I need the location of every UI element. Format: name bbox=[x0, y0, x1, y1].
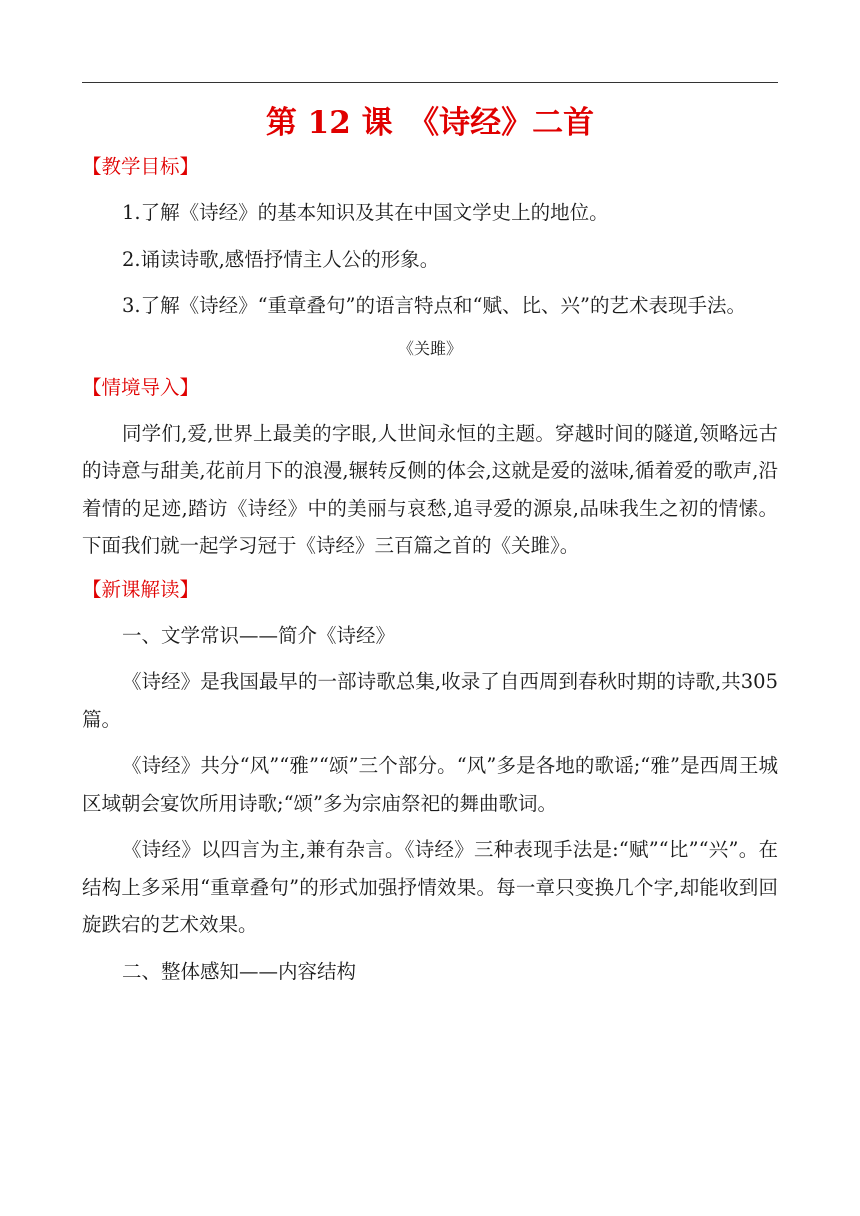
lesson-paragraph: 《诗经》是我国最早的一部诗歌总集,收录了自西周到春秋时期的诗歌,共305 篇。 bbox=[82, 670, 778, 731]
introduction-paragraph: 同学们,爱,世界上最美的字眼,人世间永恒的主题。穿越时间的隧道,领略远古的诗意与甜美,花前月下的浪漫,辗转反侧的体会,这就是爱的滋味,循着爱的歌声,沿着情的足迹,踏访《诗经》中的美丽与哀愁,追寻爱的源泉,品味我生之初的情愫。下面我们就一起学习冠于《诗经》三百篇之首的《关雎》。 bbox=[82, 421, 778, 557]
section-heading-objectives: 【教学目标】 bbox=[82, 155, 200, 178]
objective-item: 1.了解《诗经》的基本知识及其在中国文学史上的地位。 bbox=[121, 201, 609, 224]
document-body bbox=[82, 96, 778, 999]
objective-item: 3.了解《诗经》“重章叠句”的语言特点和“赋、比、兴”的艺术表现手法。 bbox=[121, 294, 746, 317]
lesson-paragraph: 《诗经》以四言为主,兼有杂言。《诗经》三种表现手法是:“赋”“比”“兴”。在结构上多采用“重章叠句”的形式加强抒情效果。每一章只变换几个字,却能收到回旋跌宕的艺术效果。 bbox=[82, 838, 778, 936]
section-heading-new-lesson: 【新课解读】 bbox=[82, 577, 200, 601]
lesson-paragraph: 《诗经》共分“风”“雅”“颂”三个部分。“风”多是各地的歌谣;“雅”是西周王城区域朝会宴饮所用诗歌;“颂”多为宗庙祭祀的舞曲歌词。 bbox=[82, 754, 778, 815]
section-heading-introduction: 【情境导入】 bbox=[82, 375, 200, 399]
objective-item: 2.诵读诗歌,感悟抒情主人公的形象。 bbox=[121, 247, 440, 271]
lesson-paragraph: 二、整体感知——内容结构 bbox=[121, 959, 356, 983]
poem-subtitle: 《关雎》 bbox=[397, 338, 462, 358]
header-rule bbox=[82, 82, 778, 83]
page-title: 第 12 课 《诗经》二首 bbox=[265, 105, 595, 141]
lesson-paragraph: 一、文学常识——简介《诗经》 bbox=[121, 623, 395, 647]
